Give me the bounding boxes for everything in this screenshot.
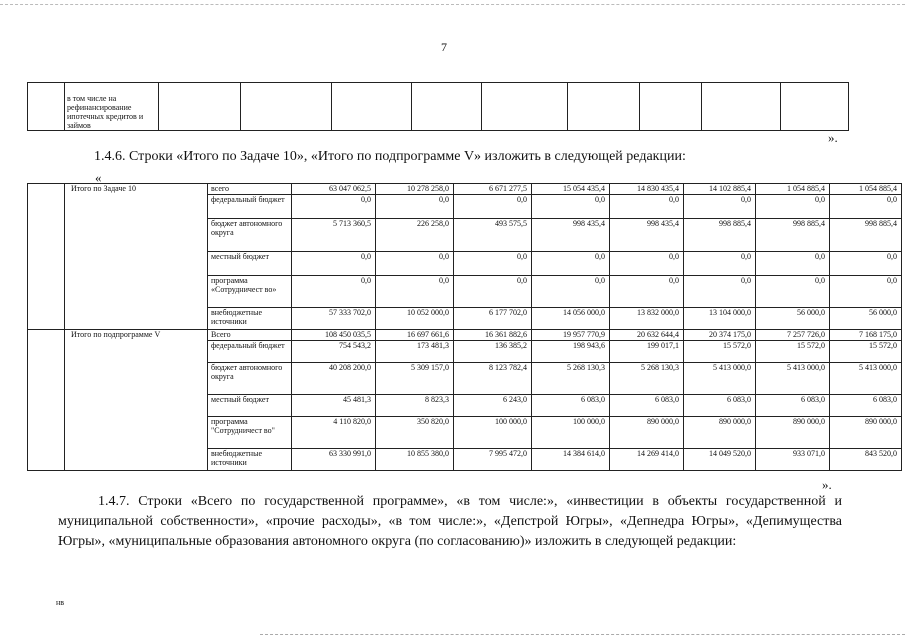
value-cell: 6 671 277,5 xyxy=(454,184,532,195)
value-cell: 998 885,4 xyxy=(684,219,756,252)
scan-top-edge xyxy=(0,4,905,5)
category-cell: федеральный бюджет xyxy=(208,195,292,219)
value-cell: 108 450 035,5 xyxy=(292,330,376,341)
value-cell: 0,0 xyxy=(830,195,902,219)
top-table xyxy=(27,82,849,131)
value-cell: 100 000,0 xyxy=(532,417,610,449)
value-cell: 998 435,4 xyxy=(532,219,610,252)
blank-cell xyxy=(28,330,65,471)
category-cell: всего xyxy=(208,184,292,195)
value-cell: 5 268 130,3 xyxy=(610,363,684,395)
value-cell: 100 000,0 xyxy=(454,417,532,449)
value-cell: 136 385,2 xyxy=(454,341,532,363)
category-cell: бюджет автономного округа xyxy=(208,363,292,395)
closing-quote: ». xyxy=(828,130,838,145)
category-cell: федеральный бюджет xyxy=(208,341,292,363)
opening-quote: « xyxy=(95,170,102,185)
value-cell: 890 000,0 xyxy=(610,417,684,449)
value-cell: 933 071,0 xyxy=(756,449,830,471)
value-cell: 7 168 175,0 xyxy=(830,330,902,341)
value-cell: 0,0 xyxy=(454,276,532,308)
value-cell: 0,0 xyxy=(532,195,610,219)
value-cell: 6 243,0 xyxy=(454,395,532,417)
value-cell: 493 575,5 xyxy=(454,219,532,252)
value-cell: 10 855 380,0 xyxy=(376,449,454,471)
value-cell: 20 374 175,0 xyxy=(684,330,756,341)
value-cell: 10 052 000,0 xyxy=(376,308,454,330)
value-cell: 56 000,0 xyxy=(830,308,902,330)
value-cell: 8 823,3 xyxy=(376,395,454,417)
value-cell: 5 309 157,0 xyxy=(376,363,454,395)
value-cell: 6 177 702,0 xyxy=(454,308,532,330)
category-cell: бюджет автономного округа xyxy=(208,219,292,252)
value-cell: 890 000,0 xyxy=(756,417,830,449)
value-cell: 0,0 xyxy=(684,195,756,219)
paragraph-text: 1.4.7. Строки «Всего по государственной программе», «в том числе:», «инвестиции в объекты государственной и муниципальной собственности», «прочие расходы», «в том числе:», «Депстрой Югры», «Депнедра Югры», «Депимущества Югры», «муниципальные образования автономного округа (по согласованию)» изложить в следующей редакции: xyxy=(58,494,842,549)
value-cell: 0,0 xyxy=(376,195,454,219)
value-cell: 5 413 000,0 xyxy=(756,363,830,395)
value-cell: 7 257 726,0 xyxy=(756,330,830,341)
value-cell: 0,0 xyxy=(454,252,532,276)
scan-bottom-edge xyxy=(260,634,905,635)
value-cell: 63 330 991,0 xyxy=(292,449,376,471)
value-cell: 14 269 414,0 xyxy=(610,449,684,471)
value-cell: 0,0 xyxy=(376,252,454,276)
table-row xyxy=(28,83,849,131)
value-cell: 6 083,0 xyxy=(830,395,902,417)
value-cell: 0,0 xyxy=(532,276,610,308)
value-cell: 173 481,3 xyxy=(376,341,454,363)
page-number: 7 xyxy=(441,40,447,54)
category-cell: программа «Сотрудничест во» xyxy=(208,276,292,308)
group-label: Итого по Задаче 10 xyxy=(65,184,208,330)
value-cell: 0,0 xyxy=(610,195,684,219)
value-cell: 350 820,0 xyxy=(376,417,454,449)
value-cell: 20 632 644,4 xyxy=(610,330,684,341)
value-cell: 0,0 xyxy=(756,252,830,276)
value-cell: 0,0 xyxy=(830,252,902,276)
category-cell: местный бюджет xyxy=(208,395,292,417)
value-cell: 6 083,0 xyxy=(532,395,610,417)
value-cell: 0,0 xyxy=(454,195,532,219)
value-cell: 1 054 885,4 xyxy=(830,184,902,195)
value-cell: 4 110 820,0 xyxy=(292,417,376,449)
value-cell: 1 054 885,4 xyxy=(756,184,830,195)
value-cell: 998 435,4 xyxy=(610,219,684,252)
value-cell: 0,0 xyxy=(684,276,756,308)
value-cell: 890 000,0 xyxy=(684,417,756,449)
value-cell: 14 102 885,4 xyxy=(684,184,756,195)
value-cell: 56 000,0 xyxy=(756,308,830,330)
value-cell: 6 083,0 xyxy=(756,395,830,417)
table-row xyxy=(28,184,902,195)
value-cell: 0,0 xyxy=(292,252,376,276)
value-cell: 13 832 000,0 xyxy=(610,308,684,330)
value-cell: 5 413 000,0 xyxy=(830,363,902,395)
value-cell: 63 047 062,5 xyxy=(292,184,376,195)
value-cell: 198 943,6 xyxy=(532,341,610,363)
value-cell: 0,0 xyxy=(756,276,830,308)
value-cell: 0,0 xyxy=(610,276,684,308)
category-cell: Всего xyxy=(208,330,292,341)
value-cell: 10 278 258,0 xyxy=(376,184,454,195)
value-cell: 6 083,0 xyxy=(684,395,756,417)
value-cell: 0,0 xyxy=(532,252,610,276)
value-cell: 199 017,1 xyxy=(610,341,684,363)
value-cell: 7 995 472,0 xyxy=(454,449,532,471)
category-cell: внебюджетные источники xyxy=(208,449,292,471)
table-row xyxy=(28,330,902,341)
value-cell: 57 333 702,0 xyxy=(292,308,376,330)
value-cell: 5 713 360,5 xyxy=(292,219,376,252)
blank-cell xyxy=(28,184,65,330)
value-cell: 19 957 770,9 xyxy=(532,330,610,341)
value-cell: 40 208 200,0 xyxy=(292,363,376,395)
value-cell: 8 123 782,4 xyxy=(454,363,532,395)
closing-quote-2: ». xyxy=(822,477,832,492)
value-cell: 14 830 435,4 xyxy=(610,184,684,195)
value-cell: 14 049 520,0 xyxy=(684,449,756,471)
value-cell: 15 572,0 xyxy=(684,341,756,363)
value-cell: 6 083,0 xyxy=(610,395,684,417)
value-cell: 0,0 xyxy=(756,195,830,219)
value-cell: 14 384 614,0 xyxy=(532,449,610,471)
section-heading-1-4-6: 1.4.6. Строки «Итого по Задаче 10», «Итого по подпрограмме V» изложить в следующей редакции: xyxy=(94,149,686,164)
value-cell: 45 481,3 xyxy=(292,395,376,417)
value-cell: 15 054 435,4 xyxy=(532,184,610,195)
value-cell: 0,0 xyxy=(830,276,902,308)
value-cell: 13 104 000,0 xyxy=(684,308,756,330)
value-cell: 890 000,0 xyxy=(830,417,902,449)
group-label: Итого по подпрограмме V xyxy=(65,330,208,471)
value-cell: 0,0 xyxy=(292,195,376,219)
value-cell: 5 413 000,0 xyxy=(684,363,756,395)
value-cell: 0,0 xyxy=(610,252,684,276)
table-cell xyxy=(28,83,65,131)
value-cell: 226 258,0 xyxy=(376,219,454,252)
value-cell: 998 885,4 xyxy=(756,219,830,252)
value-cell: 0,0 xyxy=(684,252,756,276)
value-cell: 754 543,2 xyxy=(292,341,376,363)
value-cell: 16 361 882,6 xyxy=(454,330,532,341)
section-paragraph-1-4-7 xyxy=(58,492,842,552)
value-cell: 0,0 xyxy=(292,276,376,308)
refinancing-label: в том числе на рефинансирование ипотечных кредитов и займов xyxy=(65,83,159,131)
value-cell: 14 056 000,0 xyxy=(532,308,610,330)
footer-code: нв xyxy=(56,598,65,607)
value-cell: 5 268 130,3 xyxy=(532,363,610,395)
category-cell: местный бюджет xyxy=(208,252,292,276)
value-cell: 15 572,0 xyxy=(756,341,830,363)
value-cell: 0,0 xyxy=(376,276,454,308)
value-cell: 998 885,4 xyxy=(830,219,902,252)
category-cell: программа "Сотрудничест во" xyxy=(208,417,292,449)
value-cell: 16 697 661,6 xyxy=(376,330,454,341)
category-cell: внебюджетные источники xyxy=(208,308,292,330)
value-cell: 843 520,0 xyxy=(830,449,902,471)
value-cell: 15 572,0 xyxy=(830,341,902,363)
budget-table xyxy=(27,183,902,471)
